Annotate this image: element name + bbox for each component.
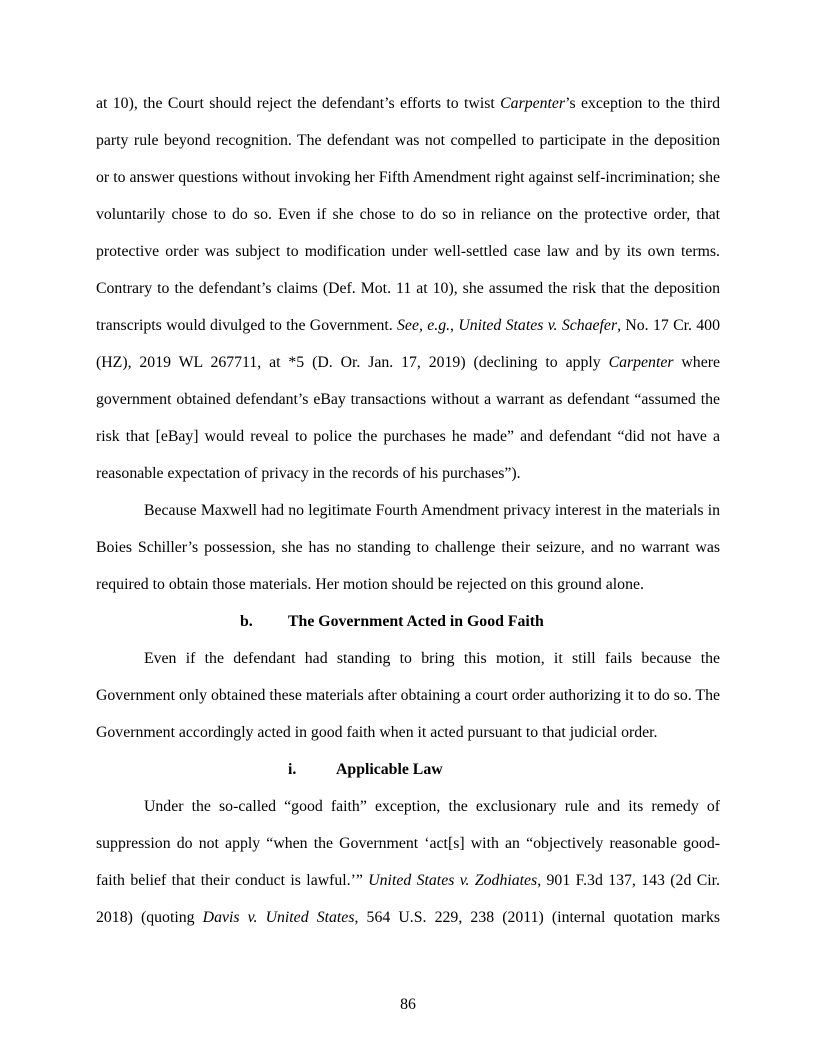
text-run: or to answer questions without invoking her Fifth Amendment right against self-incrimination; she bbox=[96, 169, 720, 186]
case-citation: See, e.g. bbox=[397, 317, 451, 334]
text-line bbox=[96, 862, 720, 899]
section-heading bbox=[96, 751, 720, 788]
text-run: ’s exception to the third bbox=[565, 95, 720, 112]
text-line bbox=[96, 788, 720, 825]
section-heading-title: Applicable Law bbox=[336, 761, 443, 778]
text-run: , 901 F.3d 137, 143 (2d Cir. bbox=[537, 872, 720, 889]
text-line bbox=[96, 233, 720, 270]
text-line bbox=[96, 196, 720, 233]
text-run: transcripts would divulged to the Government. bbox=[96, 317, 398, 334]
page-number: 86 bbox=[400, 996, 416, 1013]
text-line bbox=[96, 640, 720, 677]
text-line bbox=[96, 825, 720, 862]
text-run: at 10), the Court should reject the defendant’s efforts to twist bbox=[96, 95, 501, 112]
text-run: Boies Schiller’s possession, she has no standing to challenge their seizure, and no warrant was bbox=[96, 539, 720, 556]
text-run: required to obtain those materials. Her motion should be rejected on this ground alone. bbox=[96, 576, 644, 593]
text-line bbox=[96, 455, 720, 492]
text-run: suppression do not apply “when the Government ‘act[s] with an “objectively reasonable good- bbox=[96, 835, 720, 852]
section-heading-number: b. bbox=[240, 613, 253, 630]
text-run: Government only obtained these materials after obtaining a court order authorizing it to do so. The bbox=[96, 687, 720, 704]
text-line bbox=[96, 566, 720, 603]
text-run: Because Maxwell had no legitimate Fourth Amendment privacy interest in the materials in bbox=[144, 502, 720, 519]
case-citation: United States v. Schaefer bbox=[458, 317, 618, 334]
text-line bbox=[96, 159, 720, 196]
text-run: , No. 17 Cr. 400 bbox=[617, 317, 720, 334]
text-run: reasonable expectation of privacy in the records of his purchases”). bbox=[96, 465, 521, 482]
case-citation: Davis v. United States bbox=[202, 909, 355, 926]
text-run: Government accordingly acted in good faith when it acted pursuant to that judicial order. bbox=[96, 724, 658, 741]
text-run: , 564 U.S. 229, 238 (2011) (internal quotation marks bbox=[354, 909, 720, 926]
text-line bbox=[96, 270, 720, 307]
text-line bbox=[96, 307, 720, 344]
text-line bbox=[96, 418, 720, 455]
text-run: voluntarily chose to do so. Even if she chose to do so in reliance on the protective order, that bbox=[96, 206, 720, 223]
text-run: Contrary to the defendant’s claims (Def. Mot. 11 at 10), she assumed the risk that the deposition bbox=[96, 280, 720, 297]
text-run: Under the so-called “good faith” exception, the exclusionary rule and its remedy of bbox=[144, 798, 720, 815]
section-heading-number: i. bbox=[288, 761, 297, 778]
case-citation: Carpenter bbox=[500, 95, 566, 112]
section-heading bbox=[96, 603, 720, 640]
document-body bbox=[96, 85, 720, 936]
section-heading-title: The Government Acted in Good Faith bbox=[288, 613, 544, 630]
case-citation: Carpenter bbox=[608, 354, 674, 371]
text-run: government obtained defendant’s eBay transactions without a warrant as defendant “assumed the bbox=[96, 391, 720, 408]
case-citation: United States v. Zodhiates bbox=[368, 872, 538, 889]
text-run: risk that [eBay] would reveal to police the purchases he made” and defendant “did not have a bbox=[96, 428, 720, 445]
text-run: where bbox=[673, 354, 720, 371]
text-line bbox=[96, 899, 720, 936]
text-line bbox=[96, 381, 720, 418]
text-run: faith belief that their conduct is lawful.’” bbox=[96, 872, 369, 889]
text-line bbox=[96, 714, 720, 751]
text-run: protective order was subject to modification under well-settled case law and by its own terms. bbox=[96, 243, 720, 260]
text-line bbox=[96, 529, 720, 566]
text-run: , bbox=[450, 317, 459, 334]
text-run: (HZ), 2019 WL 267711, at *5 (D. Or. Jan. 17, 2019) (declining to apply bbox=[96, 354, 609, 371]
text-line bbox=[96, 677, 720, 714]
text-line bbox=[96, 492, 720, 529]
text-line bbox=[96, 85, 720, 122]
text-line bbox=[96, 344, 720, 381]
text-run: 2018) (quoting bbox=[96, 909, 203, 926]
text-run: Even if the defendant had standing to bring this motion, it still fails because the bbox=[144, 650, 720, 667]
text-line bbox=[96, 122, 720, 159]
text-run: party rule beyond recognition. The defendant was not compelled to participate in the deposition bbox=[96, 132, 720, 149]
